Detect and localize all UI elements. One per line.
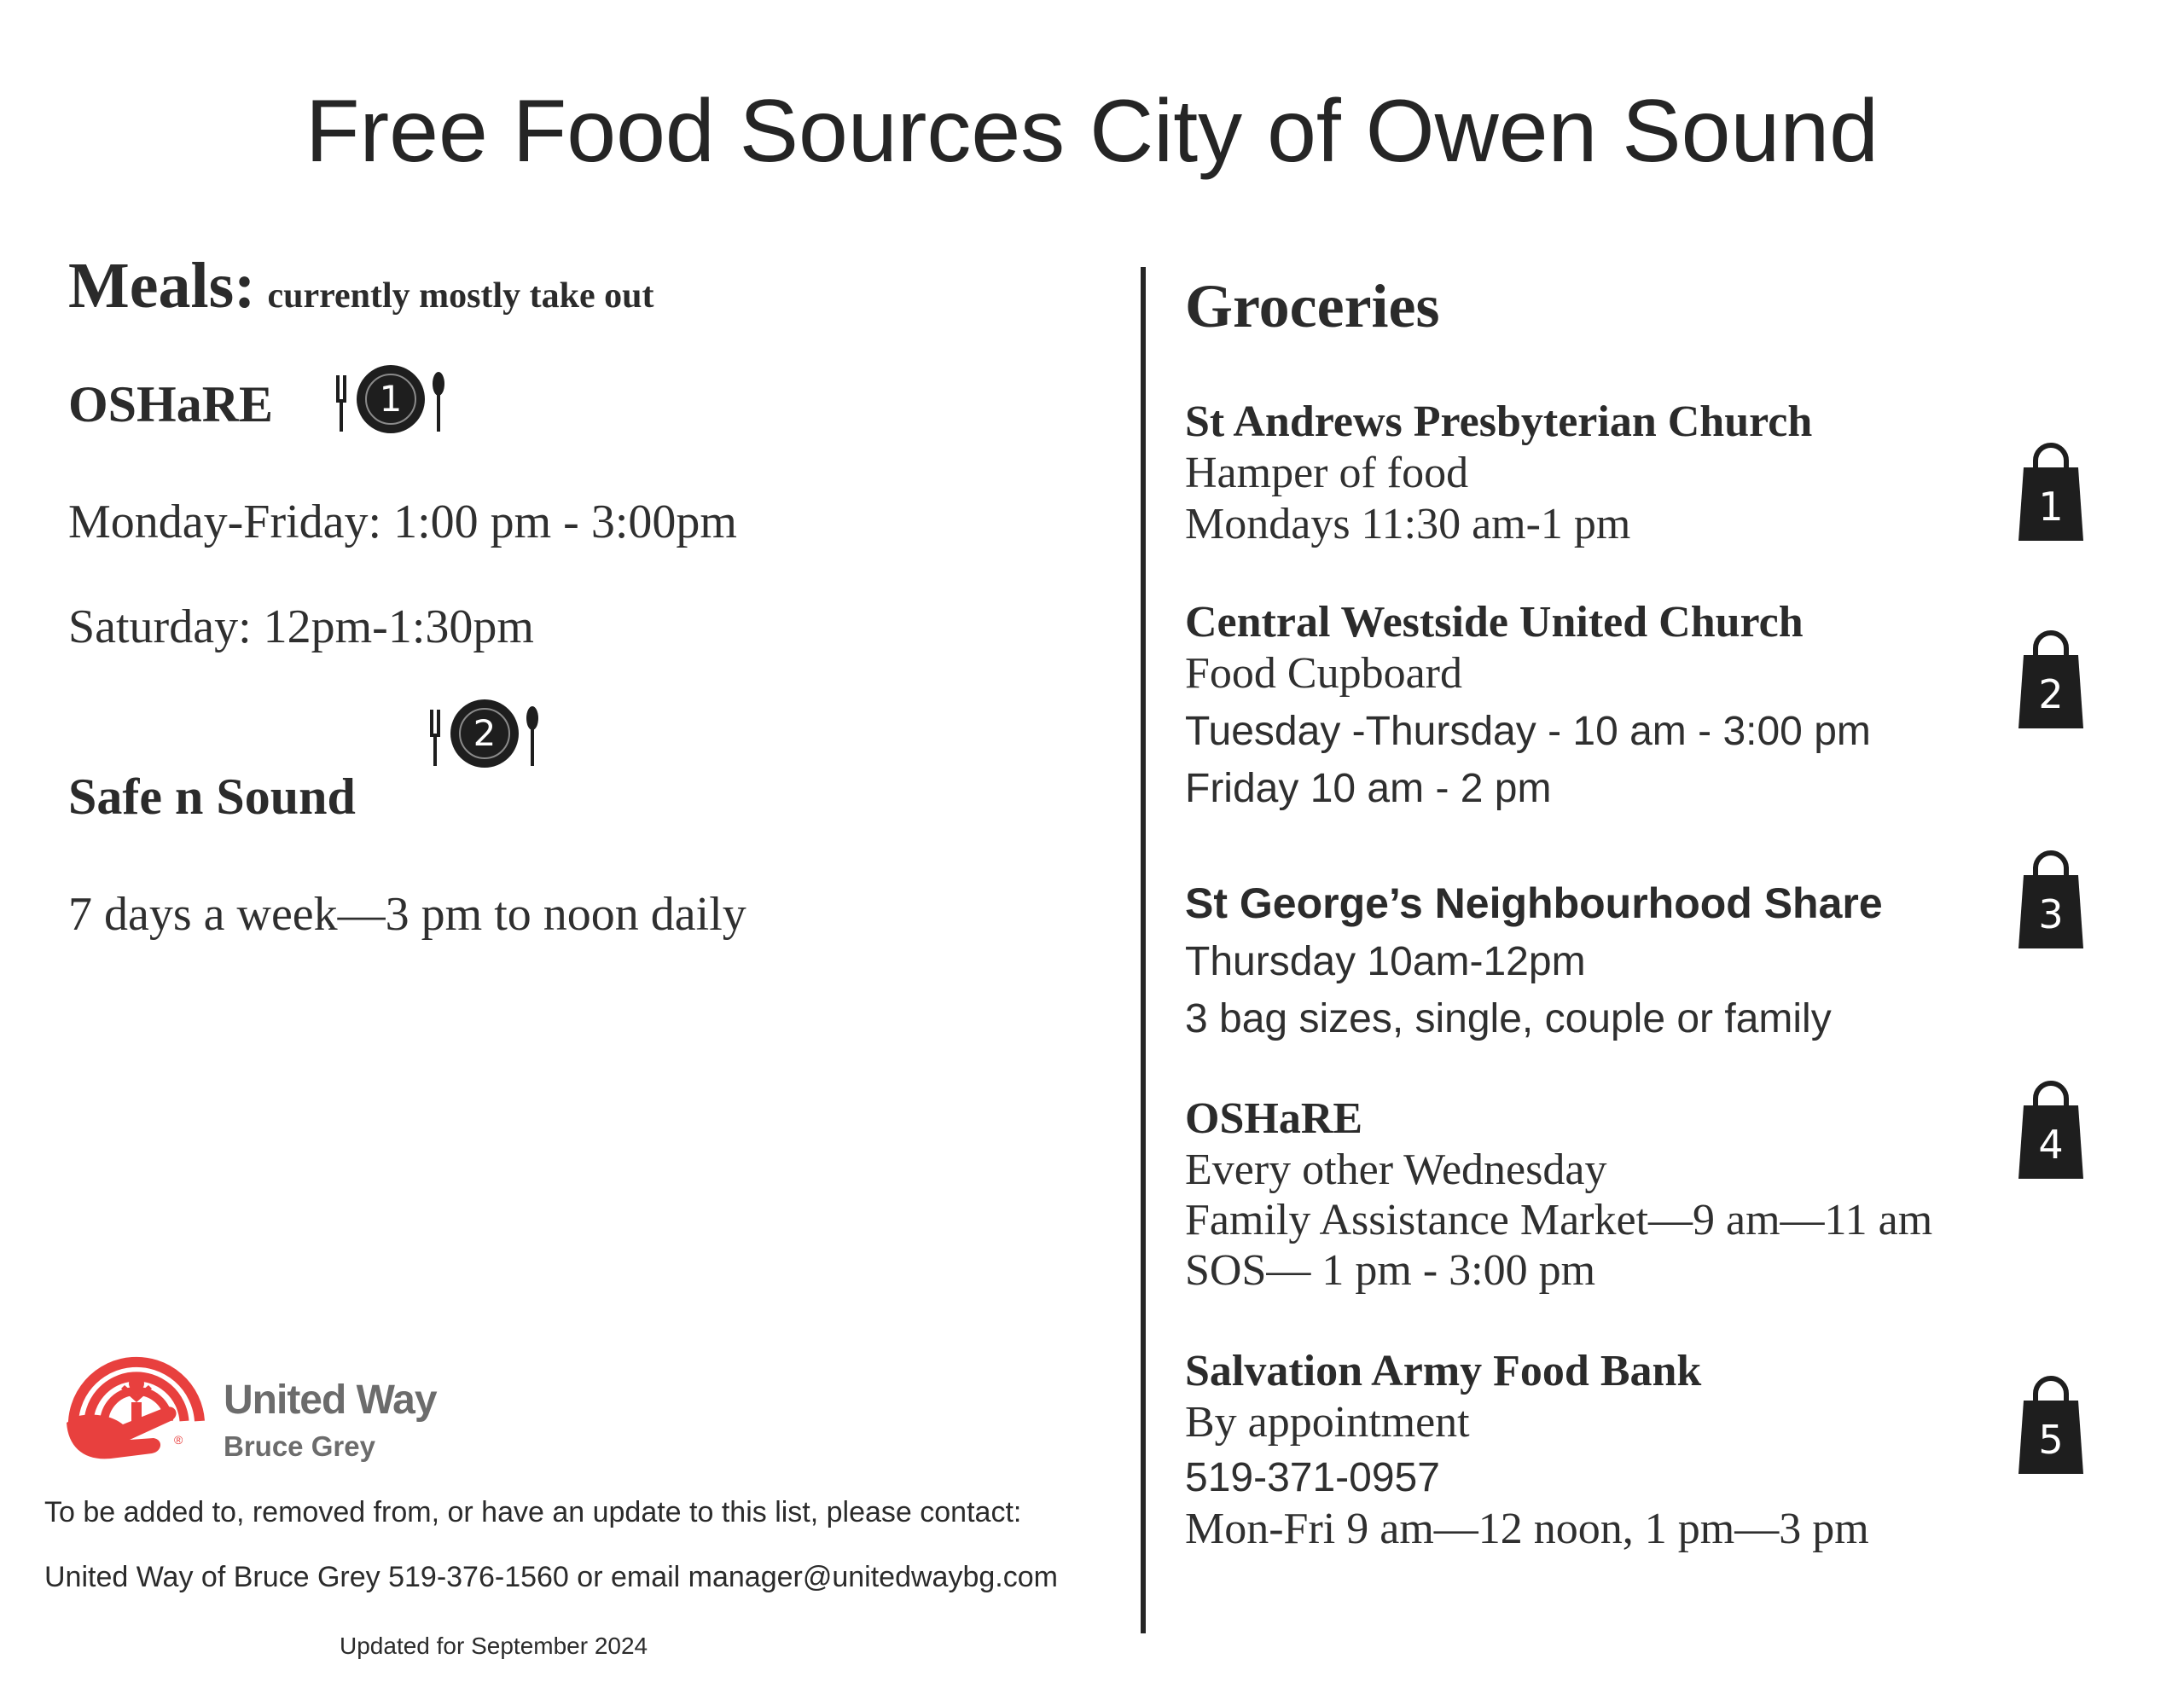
bag-number: 4 bbox=[2038, 1122, 2064, 1168]
meal-provider-name: Safe n Sound bbox=[68, 768, 356, 825]
plate-cutlery-icon bbox=[333, 365, 449, 437]
logo-name: United Way bbox=[224, 1378, 437, 1423]
grocery-detail: Every other Wednesday bbox=[1185, 1146, 1607, 1194]
plate-cutlery-icon bbox=[427, 699, 543, 771]
meal-hours: Saturday: 12pm-1:30pm bbox=[68, 600, 534, 653]
meal-hours: 7 days a week—3 pm to noon daily bbox=[68, 888, 746, 941]
grocery-phone: 519-371-0957 bbox=[1185, 1455, 1440, 1500]
column-divider bbox=[1141, 267, 1146, 1633]
grocery-detail: Food Cupboard bbox=[1185, 649, 1462, 698]
contact-details: United Way of Bruce Grey 519-376-1560 or email manager@unitedwaybg.com bbox=[44, 1561, 1058, 1593]
grocery-hours: Friday 10 am - 2 pm bbox=[1185, 766, 1552, 811]
grocery-provider-name: Central Westside United Church bbox=[1185, 598, 1804, 647]
page-title: Free Food Sources City of Owen Sound bbox=[305, 82, 1879, 181]
shopping-bag-icon bbox=[2015, 1080, 2087, 1182]
bag-number: 3 bbox=[2038, 891, 2064, 937]
grocery-detail: By appointment bbox=[1185, 1398, 1470, 1447]
shopping-bag-icon bbox=[2015, 1375, 2087, 1477]
grocery-provider-name: St George’s Neighbourhood Share bbox=[1185, 879, 1883, 927]
updated-date: Updated for September 2024 bbox=[340, 1633, 648, 1659]
grocery-hours: Tuesday -Thursday - 10 am - 3:00 pm bbox=[1185, 709, 1871, 754]
grocery-hours: Family Assistance Market—9 am—11 am bbox=[1185, 1196, 1933, 1244]
meal-provider-name: OSHaRE bbox=[68, 376, 274, 432]
grocery-hours: SOS— 1 pm - 3:00 pm bbox=[1185, 1246, 1596, 1295]
plate-number: 1 bbox=[379, 378, 403, 420]
logo-subname: Bruce Grey bbox=[224, 1430, 375, 1462]
grocery-provider-name: St Andrews Presbyterian Church bbox=[1185, 397, 1813, 446]
meal-hours: Monday-Friday: 1:00 pm - 3:00pm bbox=[68, 496, 737, 548]
meals-heading bbox=[68, 249, 653, 323]
grocery-hours: Thursday 10am-12pm bbox=[1185, 939, 1586, 984]
meals-subheading: currently mostly take out bbox=[267, 276, 654, 316]
registered-mark: ® bbox=[174, 1433, 183, 1447]
grocery-detail: 3 bag sizes, single, couple or family bbox=[1185, 996, 1832, 1041]
shopping-bag-icon bbox=[2015, 442, 2087, 544]
groceries-heading: Groceries bbox=[1185, 272, 1440, 340]
plate-number: 2 bbox=[473, 712, 497, 754]
bag-number: 5 bbox=[2038, 1417, 2064, 1463]
shopping-bag-icon bbox=[2015, 629, 2087, 732]
bag-number: 1 bbox=[2038, 484, 2064, 530]
grocery-provider-name: Salvation Army Food Bank bbox=[1185, 1347, 1702, 1395]
united-way-hand-icon bbox=[60, 1320, 213, 1465]
grocery-hours: Mon-Fri 9 am—12 noon, 1 pm—3 pm bbox=[1185, 1505, 1869, 1553]
contact-instructions: To be added to, removed from, or have an update to this list, please contact: bbox=[44, 1496, 1022, 1528]
shopping-bag-icon bbox=[2015, 850, 2087, 952]
grocery-hours: Mondays 11:30 am-1 pm bbox=[1185, 500, 1631, 548]
grocery-provider-name: OSHaRE bbox=[1185, 1094, 1363, 1143]
meals-heading-label: Meals: bbox=[68, 250, 256, 322]
bag-number: 2 bbox=[2038, 671, 2064, 717]
grocery-detail: Hamper of food bbox=[1185, 449, 1469, 497]
